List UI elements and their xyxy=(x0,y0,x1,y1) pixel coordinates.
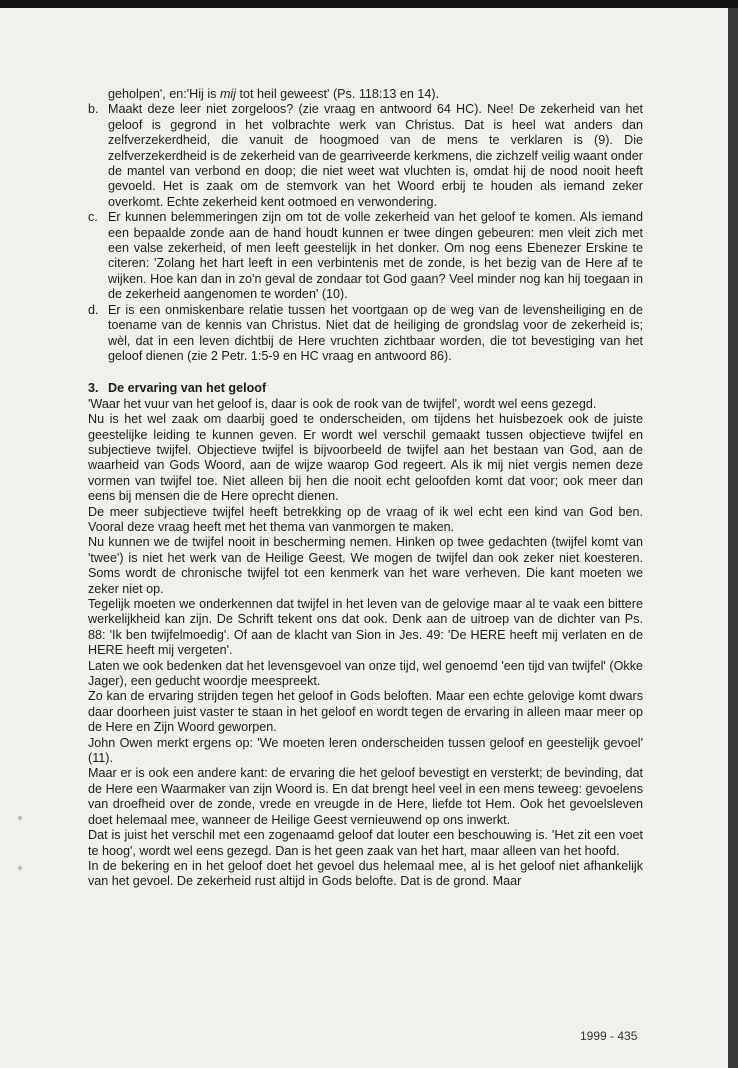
paragraph: 'Waar het vuur van het geloof is, daar is ook de rook van de twijfel', wordt wel eens gezegd. xyxy=(88,396,597,411)
paragraph: Tegelijk moeten we onderkennen dat twijfel in het leven van de gelovige maar al te vaak een bittere werkelijkheid kan zijn. De Schrift tekent ons dat ook. Denk aan de uitroep van de dichter van Ps. 88: 'Ik ben twijfelmoedig'. Of aan de klacht van Sion in Jes. 49: 'De HERE heeft mij verlaten en de HERE heeft mij vergeten'. xyxy=(88,597,643,658)
list-item-text: Er is een onmiskenbare relatie tussen het voortgaan op de weg van de levensheiliging en de toename van de kennis van Christus. Niet dat de heiliging de grondslag voor de zekerheid is; wèl, dat in een leven dichtbij de Here vruchten zichtbaar worden, die tot bevestiging van het geloof dienen (zie 2 Petr. 1:5-9 en HC vraag en antwoord 86). xyxy=(108,302,643,363)
list-item-c xyxy=(88,210,643,302)
scan-top-border xyxy=(0,0,738,8)
list-item-text: Er kunnen belemmeringen zijn om tot de volle zekerheid van het geloof te komen. Als iemand een bepaalde zonde aan de hand houdt kunnen er twee dingen gebeuren: men vleit zich met een valse zekerheid, of men leeft geestelijk in het donker. Om nog eens Ebenezer Erskine te citeren: 'Zolang het hart leeft in een verbintenis met de zonde, is het bezig van de Here af te wijken. Hoe kan dan in zo'n geval de zondaar tot God gaan? Veel minder nog kan hij toegaan in de zekerheid aangenomen te worden' (10). xyxy=(108,210,643,302)
scan-right-edge xyxy=(728,8,738,1068)
list-continuation: geholpen', en:'Hij is mij tot heil geweest' (Ps. 118:13 en 14). xyxy=(108,87,440,101)
list-marker: c. xyxy=(88,210,98,225)
paragraph: Nu is het wel zaak om daarbij goed te onderscheiden, om tijdens het huisbezoek ook de juiste geestelijke leiding te kunnen geven. Er wordt wel verschil gemaakt tussen objectieve twijfel en subjectieve twijfel. Objectieve twijfel is bijvoorbeeld de twijfel aan het bestaan van God, aan de waarheid van Gods Woord, aan de wijze waarop God regeert. Als ik mij niet vergis nemen deze vormen van twijfel toe. Niet alleen bij hen die nooit echt geloofden komt dat voor; ook meer dan eens bij mensen die de Here oprecht dienen. xyxy=(88,412,643,504)
list-item-text: Maakt deze leer niet zorgeloos? (zie vraag en antwoord 64 HC). Nee! De zekerheid van het geloof is gegrond in het volbrachte werk van Christus. Dat is heel wat anders dan zelfverzekerdheid, die vanuit de hoogmoed van de mens te verklaren is (9). Die zelfverzekerdheid is de zekerheid van de gearriveerde kerkmens, die zichzelf veilig waant onder de mantel van verbond en doop; die niet weet wat vluchten is, omdat hij de nood nooit heeft gevoeld. Het is zaak om de stemvork van het Woord erbij te houden als iemand zeker overkomt. Echte zekerheid kent ootmoed en verwondering. xyxy=(108,102,643,209)
list-marker: b. xyxy=(88,102,99,117)
paragraph: In de bekering en in het geloof doet het gevoel dus helemaal mee, al is het geloof niet afhankelijk van het gevoel. De zekerheid rust altijd in Gods belofte. Dat is de grond. Maar xyxy=(88,858,643,889)
margin-mark xyxy=(18,866,22,870)
paragraph: John Owen merkt ergens op: 'We moeten leren onderscheiden tussen geloof en geestelijk gevoel' (11). xyxy=(88,735,643,766)
list-marker: d. xyxy=(88,302,99,317)
paragraph: Laten we ook bedenken dat het levensgevoel van onze tijd, wel genoemd 'een tijd van twijfel' (Okke Jager), een geducht woordje meespreekt. xyxy=(88,658,643,689)
list-item-b xyxy=(88,102,643,210)
paragraph: Zo kan de ervaring strijden tegen het geloof in Gods beloften. Maar een echte gelovige komt dwars daar doorheen juist vaster te staan in het geloof en wordt tegen de ervaring in alleen maar meer op de Here en Zijn Woord geworpen. xyxy=(88,689,643,735)
section-heading xyxy=(88,381,643,396)
emphasis: mij xyxy=(219,87,237,101)
margin-mark xyxy=(18,816,22,820)
paragraph: Dat is juist het verschil met een zogenaamd geloof dat louter een beschouwing is. 'Het zit een voet te hoog', wordt wel eens gezegd. Dan is het geen zaak van het hart, maar alleen van het hoofd. xyxy=(88,828,643,858)
section-number: 3. xyxy=(88,381,99,396)
paragraph: De meer subjectieve twijfel heeft betrekking op de vraag of ik wel echt een kind van God ben. Vooral deze vraag heeft met het thema van vanmorgen te maken. xyxy=(88,504,643,534)
section-title: De ervaring van het geloof xyxy=(108,381,267,396)
page-text xyxy=(88,87,643,890)
page-number: 1999 - 435 xyxy=(580,1029,638,1043)
paragraph: Maar er is ook een andere kant: de ervaring die het geloof bevestigt en versterkt; de bevinding, dat de Here een Waarmaker van zijn Woord is. En dat brengt heel veel in een mens teweeg: gevoelens van droefheid over de zonde, vrede en vreugde in de Here, liefde tot Hem. Ook het gevoelsleven doet helemaal mee, wanneer de Heilige Geest vernieuwend op ons inwerkt. xyxy=(88,766,643,827)
list-item-d xyxy=(88,303,643,365)
paragraph: Nu kunnen we de twijfel nooit in bescherming nemen. Hinken op twee gedachten (twijfel komt van 'twee') is niet het werk van de Heilige Geest. We mogen de twijfel dan ook zeker niet koesteren. Soms wordt de chronische twijfel tot een kenmerk van het ware verheven. Die kant moeten we zeker niet op. xyxy=(88,535,643,596)
